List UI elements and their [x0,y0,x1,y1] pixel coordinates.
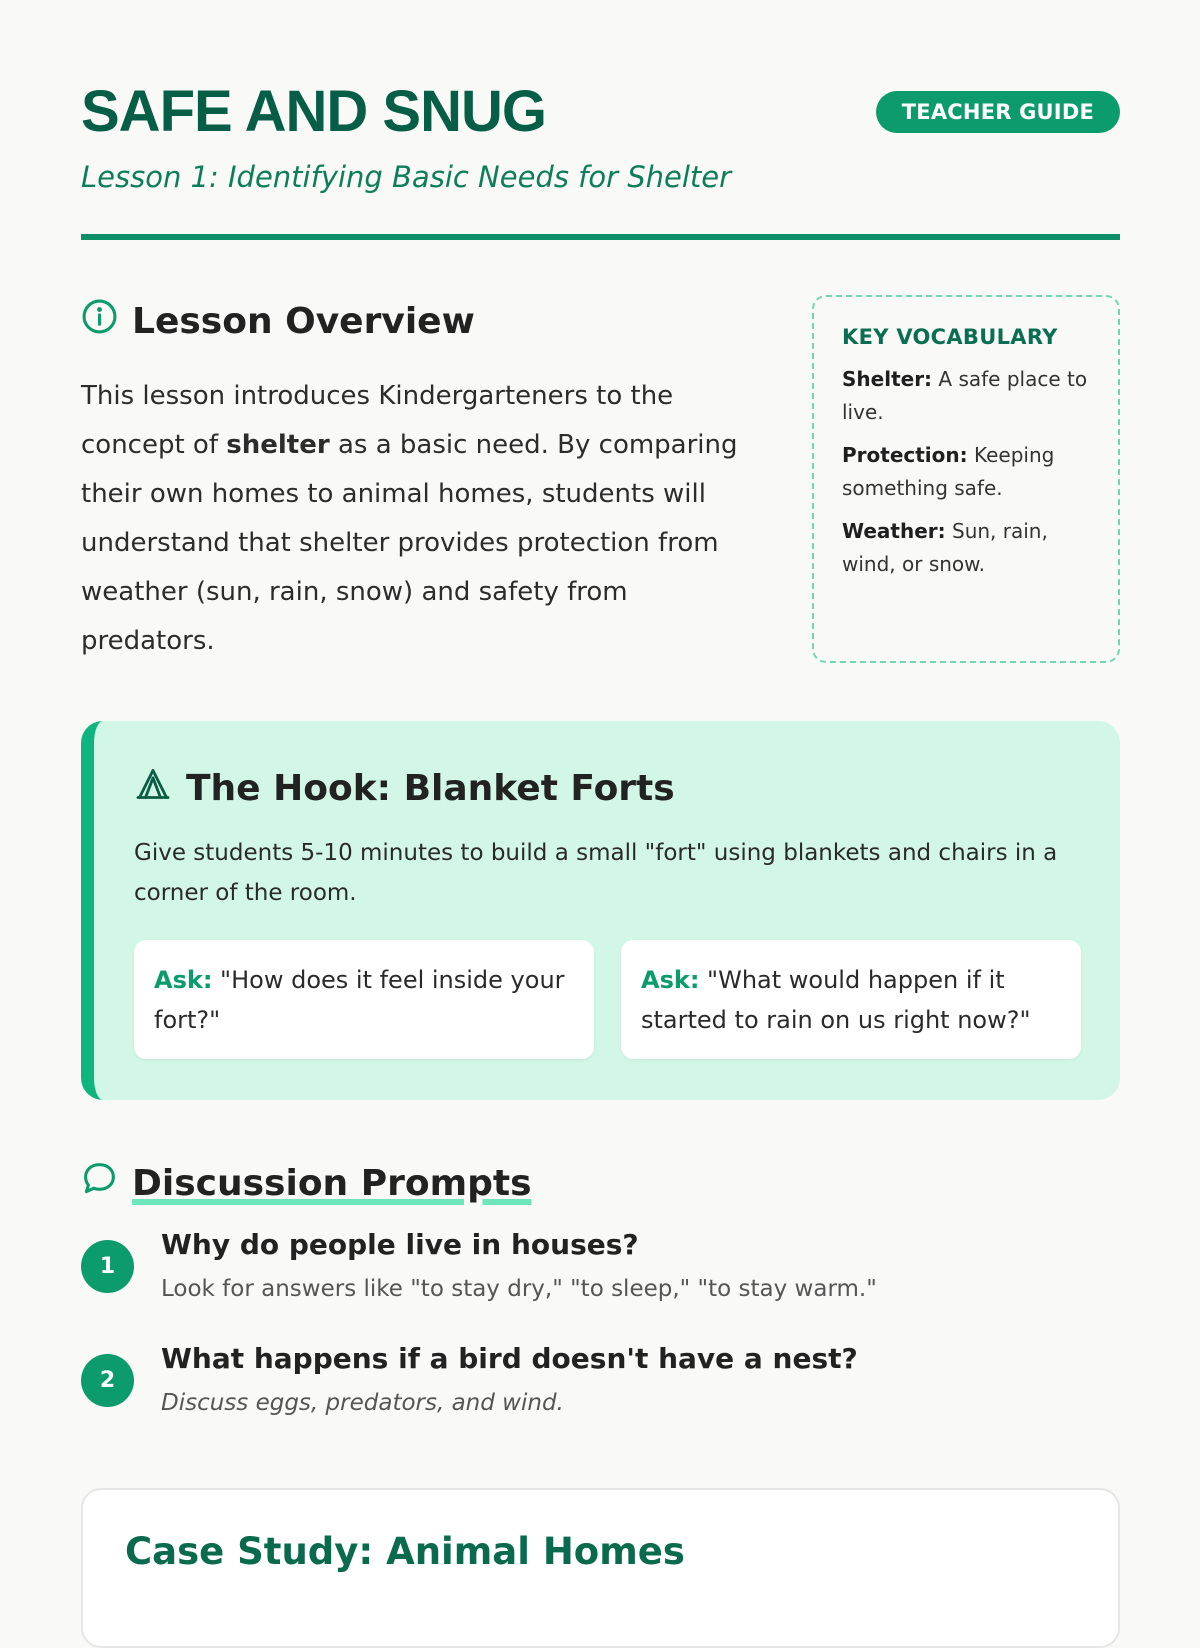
overview-text-bold: shelter [226,430,330,460]
info-icon [81,298,118,344]
prompt-question: Why do people live in houses? [161,1228,639,1261]
case-study-card [81,1488,1120,1648]
lesson-subtitle: Lesson 1: Identifying Basic Needs for Shelter [81,160,732,194]
vocab-item-weather [842,515,1094,581]
vocab-item-protection [842,439,1094,505]
overview-text-after: as a basic need. By comparing their own homes to animal homes, students will understand that shelter provides protection from weather (sun, rain, snow) and safety from predators. [81,430,738,656]
teacher-guide-badge: TEACHER GUIDE [876,91,1120,133]
hook-description: Give students 5-10 minutes to build a small "fort" using blankets and chairs in a corner of the room. [134,840,1058,906]
overview-paragraph [81,372,761,666]
vocab-item-shelter [842,363,1094,429]
discussion-heading [81,1160,532,1206]
case-study-heading: Case Study: Animal Homes [125,1530,685,1573]
ask-card [134,940,594,1059]
lesson-page [81,0,1120,1600]
overview-heading-text: Lesson Overview [132,300,475,342]
ask-label: Ask: [641,966,700,994]
prompt-hint: Discuss eggs, predators, and wind. [161,1390,564,1416]
vocab-definition: Sun, rain, wind, or snow. [842,519,1048,576]
ask-label: Ask: [154,966,213,994]
prompt-number: 2 [81,1354,134,1407]
prompt-hint: Look for answers like "to stay dry," "to sleep," "to stay warm." [161,1276,877,1302]
chat-bubble-icon [81,1160,118,1206]
vocab-term: Weather: [842,519,946,543]
hook-heading [134,766,675,811]
key-vocabulary-box [812,295,1120,663]
overview-heading [81,298,475,344]
overview-text-before: This lesson introduces Kindergarteners to the concept of [81,381,674,460]
prompt-number: 1 [81,1240,134,1293]
prompt-question: What happens if a bird doesn't have a nest? [161,1342,858,1375]
tent-icon [134,766,172,811]
ask-question: "How does it feel inside your fort?" [154,966,565,1034]
vocab-definition: Keeping something safe. [842,443,1055,500]
vocab-term: Protection: [842,443,968,467]
header-divider [81,234,1120,240]
vocab-title: KEY VOCABULARY [842,325,1058,349]
hook-section [81,721,1120,1100]
discussion-heading-text: Discussion Prompts [132,1162,532,1204]
ask-question: "What would happen if it started to rain on us right now?" [641,966,1031,1034]
ask-card [621,940,1081,1059]
page-title: SAFE AND SNUG [81,79,546,144]
hook-heading-text: The Hook: Blanket Forts [186,768,675,809]
vocab-definition: A safe place to live. [842,367,1088,424]
vocab-term: Shelter: [842,367,933,391]
